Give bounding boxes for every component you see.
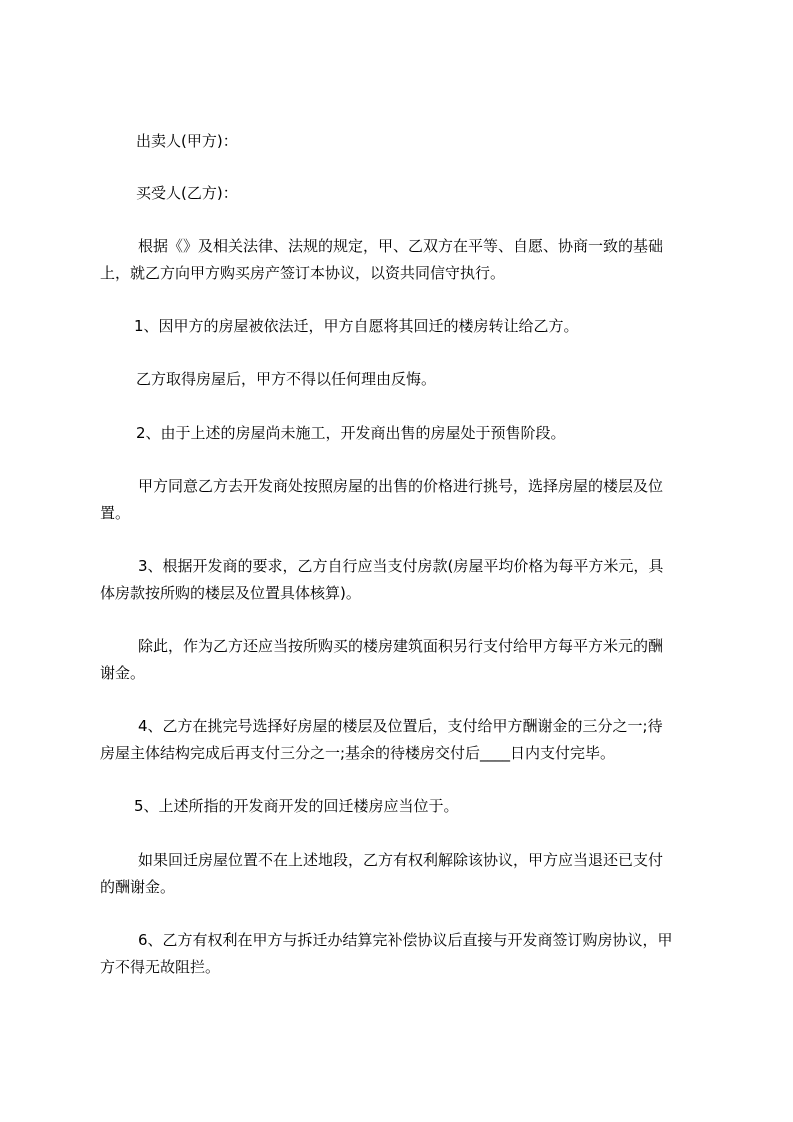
text-line: 甲方同意乙方去开发商处按照房屋的出售的价格进行挑号，选择房屋的楼层及位 [138,477,664,495]
text-line: 3、根据开发商的要求，乙方自行应当支付房款(房屋平均价格为每平方米元，具 [138,557,664,575]
text-line: 5、上述所指的开发商开发的回迁楼房应当位于。 [134,797,459,815]
buyer-line [100,180,710,207]
clause-1-paragraph [100,313,710,340]
clause-3-note-paragraph [100,633,710,687]
text-line: 乙方取得房屋后，甲方不得以任何理由反悔。 [136,370,437,388]
text-line: 出卖人(甲方)： [136,132,238,150]
clause-4-paragraph [100,713,710,767]
clause-2-paragraph [100,420,710,447]
text-line: 的酬谢金。 [100,878,176,896]
text-line: 置。 [100,504,131,522]
text-line: 6、乙方有权利在甲方与拆迁办结算完补偿协议后直接与开发商签订购房协议，甲 [138,931,673,949]
preamble-paragraph [100,233,710,287]
clause-5-paragraph [100,793,710,820]
text-line: 2、由于上述的房屋尚未施工，开发商出售的房屋处于预售阶段。 [136,424,566,442]
text-line: 上，就乙方向甲方购买房产签订本协议，以资共同信守执行。 [100,264,506,282]
text-line: 方不得无故阻拦。 [100,958,221,976]
text-line: 4、乙方在挑完号选择好房屋的楼层及位置后，支付给甲方酬谢金的三分之一;待 [138,717,663,735]
clause-5-note-paragraph [100,847,710,901]
text-line: 房屋主体结构完成后再支付三分之一;基余的待楼房交付后____日内支付完毕。 [100,744,616,762]
text-line: 1、因甲方的房屋被依法迁，甲方自愿将其回迁的楼房转让给乙方。 [134,317,579,335]
text-line: 根据《》及相关法律、法规的规定，甲、乙双方在平等、自愿、协商一致的基础 [138,237,664,255]
text-line: 体房款按所购的楼层及位置具体核算)。 [100,584,361,602]
text-line: 如果回迁房屋位置不在上述地段，乙方有权利解除该协议，甲方应当退还已支付 [138,851,664,869]
text-line: 买受人(乙方)： [136,184,238,202]
clause-6-paragraph [100,927,710,981]
clause-2-note-paragraph [100,473,710,527]
seller-line [100,128,710,155]
clause-3-paragraph [100,553,710,607]
text-line: 谢金。 [100,664,146,682]
text-line: 除此，作为乙方还应当按所购买的楼房建筑面积另行支付给甲方每平方米元的酬 [138,637,664,655]
clause-1-note-paragraph [100,366,710,393]
